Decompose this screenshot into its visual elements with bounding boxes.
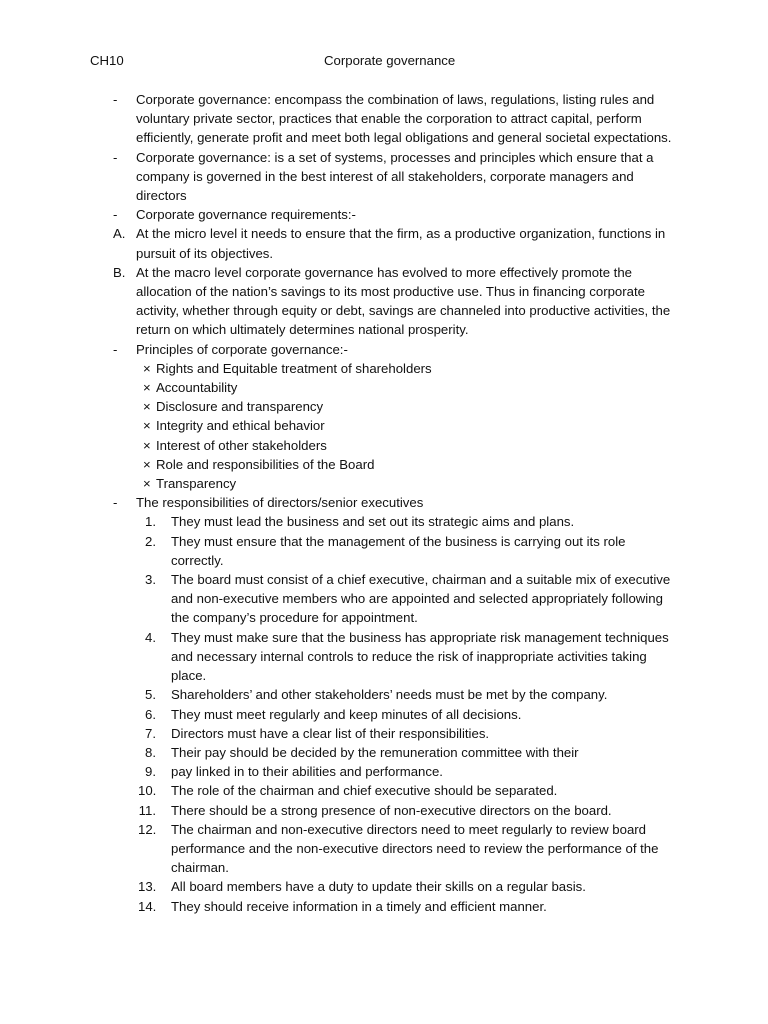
responsibility-item	[0, 532, 672, 570]
list-marker: -	[113, 92, 118, 107]
responsibility-text: There should be a strong presence of non-executive directors on the board.	[171, 802, 612, 818]
principle-text: Accountability	[156, 380, 238, 396]
list-item	[0, 148, 672, 206]
responsibility-item	[0, 897, 672, 916]
list-item	[0, 493, 672, 512]
page-title: Corporate governance	[324, 53, 456, 68]
responsibility-text: The role of the chairman and chief executive should be separated.	[171, 783, 558, 799]
principle-text: Disclosure and transparency	[156, 399, 324, 415]
list-item	[0, 90, 672, 148]
responsibility-item	[0, 743, 672, 762]
item-number: 11.	[138, 802, 156, 818]
responsibility-text: They must ensure that the management of the business is carrying out its role correctly.	[171, 533, 626, 568]
principle-item	[0, 474, 672, 493]
item-number: 10.	[138, 783, 157, 799]
responsibility-text: All board members have a duty to update their skills on a regular basis.	[171, 879, 586, 895]
responsibility-text: The board must consist of a chief executive, chairman and a suitable mix of executive and non-executive members who are appointed and selected appropriately following the company’s procedure for appointment.	[171, 572, 671, 626]
responsibility-item	[0, 781, 672, 800]
principle-item	[0, 397, 672, 416]
responsibility-item	[0, 685, 672, 704]
principle-item	[0, 416, 672, 435]
item-number: 5.	[145, 687, 156, 703]
list-item	[0, 205, 672, 224]
list-marker: B.	[113, 264, 126, 280]
principle-marker: ×	[143, 380, 151, 396]
page-header	[0, 51, 768, 70]
responsibility-text: The chairman and non-executive directors need to meet regularly to review board performance and the non-executive directors need to review the performance of the chairman.	[171, 821, 659, 876]
principle-text: Interest of other stakeholders	[156, 437, 327, 453]
responsibility-text: Their pay should be decided by the remuneration committee with their	[171, 744, 579, 760]
principle-marker: ×	[143, 360, 151, 376]
responsibility-item	[0, 724, 672, 743]
item-number: 14.	[138, 898, 157, 914]
document-body	[0, 90, 768, 916]
responsibility-text: Shareholders’ and other stakeholders’ needs must be met by the company.	[171, 687, 608, 703]
list-item-text: Principles of corporate governance:-	[136, 341, 348, 357]
principle-item	[0, 378, 672, 397]
list-item-text: At the macro level corporate governance has evolved to more effectively promote the allocation of the nation’s savings to its most productive use. Thus in financing corporate activity, whether through equity or debt, savings are channeled into productive activities, the return on which ultimately determines national prosperity.	[136, 264, 671, 338]
principle-marker: ×	[143, 476, 151, 492]
item-number: 7.	[145, 725, 156, 741]
item-number: 8.	[145, 744, 156, 760]
item-number: 13.	[138, 879, 157, 895]
responsibility-text: Directors must have a clear list of their responsibilities.	[171, 725, 490, 741]
list-marker: -	[113, 341, 118, 357]
responsibility-text: pay linked in to their abilities and performance.	[171, 764, 443, 780]
list-item-text: Corporate governance: encompass the combination of laws, regulations, listing rules and voluntary private sector, practices that enable the corporation to attract capital, perform efficiently, generate profit and meet both legal obligations and general societal expectations.	[136, 92, 672, 146]
item-number: 6.	[145, 706, 156, 722]
principle-item	[0, 455, 672, 474]
item-number: 9.	[145, 764, 156, 780]
principle-marker: ×	[143, 456, 151, 472]
list-marker: -	[113, 207, 118, 223]
principle-marker: ×	[143, 399, 151, 415]
principle-marker: ×	[143, 418, 151, 434]
responsibility-item	[0, 820, 672, 878]
responsibility-item	[0, 801, 672, 820]
list-item-text: The responsibilities of directors/senior executives	[136, 495, 424, 511]
list-item-text: Corporate governance requirements:-	[136, 207, 356, 223]
list-marker: -	[113, 495, 118, 511]
principle-marker: ×	[143, 437, 151, 453]
item-number: 2.	[145, 533, 156, 549]
item-number: 1.	[145, 514, 156, 530]
list-marker: -	[113, 149, 118, 165]
principle-text: Transparency	[156, 476, 237, 492]
item-number: 4.	[145, 629, 156, 645]
principle-item	[0, 436, 672, 455]
principle-text: Rights and Equitable treatment of shareholders	[156, 360, 432, 376]
responsibility-item	[0, 762, 672, 781]
list-marker: A.	[113, 226, 126, 242]
responsibility-item	[0, 570, 672, 628]
chapter-label: CH10	[90, 53, 124, 68]
responsibility-item	[0, 512, 672, 531]
responsibility-item	[0, 877, 672, 896]
list-item-text: Corporate governance: is a set of systems, processes and principles which ensure that a company is governed in the best interest of all stakeholders, corporate managers and directors	[136, 149, 654, 204]
principle-text: Role and responsibilities of the Board	[156, 456, 375, 472]
responsibility-text: They should receive information in a timely and efficient manner.	[171, 898, 547, 914]
responsibility-item	[0, 628, 672, 686]
responsibility-text: They must make sure that the business has appropriate risk management techniques and necessary internal controls to reduce the risk of inappropriate activities taking place.	[171, 629, 669, 684]
list-item	[0, 224, 672, 262]
item-number: 12.	[138, 821, 157, 837]
item-number: 3.	[145, 572, 156, 588]
list-item-text: At the micro level it needs to ensure that the firm, as a productive organization, functions in pursuit of its objectives.	[136, 226, 666, 261]
responsibility-text: They must lead the business and set out its strategic aims and plans.	[171, 514, 575, 530]
principle-item	[0, 359, 672, 378]
responsibility-text: They must meet regularly and keep minutes of all decisions.	[171, 706, 522, 722]
responsibility-item	[0, 705, 672, 724]
principle-text: Integrity and ethical behavior	[156, 418, 325, 434]
list-item	[0, 263, 672, 340]
list-item	[0, 340, 672, 359]
